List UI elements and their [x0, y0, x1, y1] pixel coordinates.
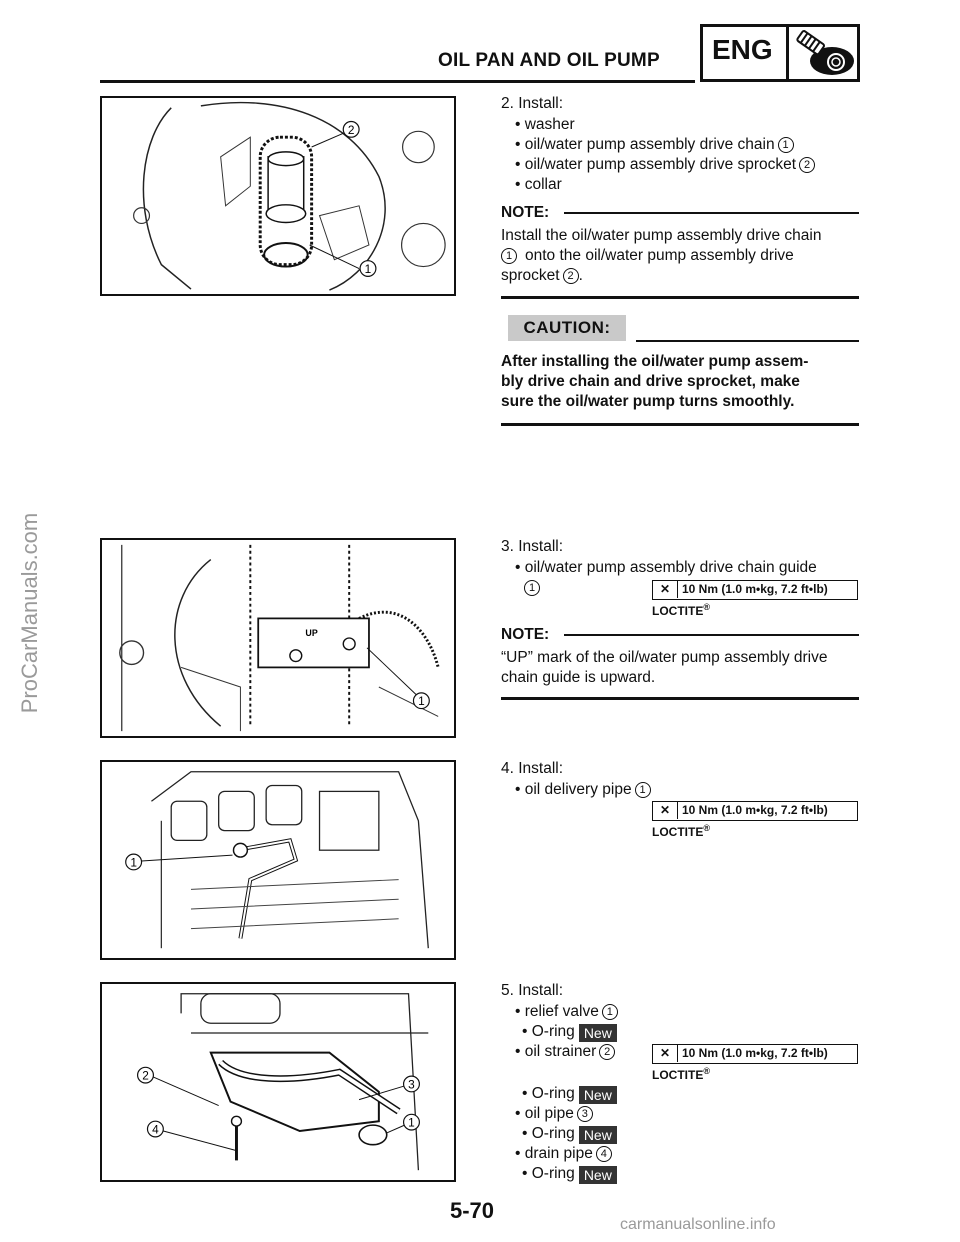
step4-heading: 4. Install:: [501, 760, 564, 777]
caution-rule: [636, 340, 859, 342]
fig3-callout-1: 1: [130, 855, 137, 870]
fig2-callout-1: 1: [418, 694, 425, 709]
ref-circle-2: 2: [799, 157, 815, 173]
fig4-callout-4: 4: [152, 1122, 159, 1137]
step2-note-end-rule: [501, 296, 859, 299]
step5-loctite: LOCTITE®: [652, 1066, 710, 1082]
step3-note-line2: chain guide is upward.: [501, 669, 656, 686]
step3-note-label: NOTE:: [501, 626, 550, 643]
step2-item-drive-sprocket: • oil/water pump assembly drive sprocket 2: [515, 155, 815, 175]
new-part-badge: New: [579, 1126, 617, 1144]
section-badge-label: ENG: [712, 34, 773, 65]
step4-loctite: LOCTITE®: [652, 823, 710, 839]
fig1-callout-2: 2: [347, 122, 355, 137]
new-part-badge: New: [579, 1024, 617, 1042]
engine-oil-bottle-icon: [792, 28, 856, 78]
section-badge-divider: [786, 24, 789, 82]
caution-line3: sure the oil/water pump turns smoothly.: [501, 393, 795, 410]
torque-wrench-icon: ✕: [653, 581, 678, 598]
step2-note-line2: 1 onto the oil/water pump assembly drive: [501, 246, 794, 266]
figure-oil-delivery-pipe: [100, 760, 456, 960]
step4-item-oil-delivery-pipe: • oil delivery pipe 1: [515, 780, 651, 800]
side-watermark: ProCarManuals.com: [17, 512, 42, 714]
figure-drive-chain-guide: [100, 538, 456, 738]
step5-heading: 5. Install:: [501, 982, 564, 999]
caution-line2: bly drive chain and drive sprocket, make: [501, 373, 800, 390]
step5-item-oil-pipe: • oil pipe 3: [515, 1104, 593, 1124]
caution-badge: CAUTION:: [508, 315, 626, 341]
svg-text:UP: UP: [305, 628, 318, 639]
fig4-callout-2: 2: [142, 1068, 149, 1083]
step3-loctite: LOCTITE®: [652, 602, 710, 618]
figure-drive-chain-sprocket: [100, 96, 456, 296]
step5-item-drain-pipe: • drain pipe 4: [515, 1144, 612, 1164]
step3-item-ref: 1: [524, 578, 540, 598]
step3-note-rule: [564, 634, 859, 636]
header-rule: [100, 80, 695, 83]
fig4-callout-1: 1: [408, 1115, 415, 1130]
step5-torque-spec: ✕ 10 Nm (1.0 m•kg, 7.2 ft•lb): [652, 1044, 858, 1064]
step2-item-collar: • collar: [515, 176, 562, 193]
step5-item-o-ring-4: • O-ring New: [522, 1164, 617, 1184]
step5-item-oil-strainer: • oil strainer 2: [515, 1042, 615, 1062]
footer-watermark: carmanualsonline.info: [620, 1216, 776, 1233]
page-header-title: OIL PAN AND OIL PUMP: [438, 50, 660, 71]
step5-item-o-ring-3: • O-ring New: [522, 1124, 617, 1144]
step5-item-o-ring-2: • O-ring New: [522, 1084, 617, 1104]
step2-note-label: NOTE:: [501, 204, 550, 221]
step3-note-end-rule: [501, 697, 859, 700]
torque-wrench-icon: ✕: [653, 1045, 678, 1062]
torque-wrench-icon: ✕: [653, 802, 678, 819]
ref-circle-1: 1: [778, 137, 794, 153]
figure-oil-strainer-pipes: [100, 982, 456, 1182]
step4-torque-spec: ✕ 10 Nm (1.0 m•kg, 7.2 ft•lb): [652, 801, 858, 821]
caution-end-rule: [501, 423, 859, 426]
caution-line1: After installing the oil/water pump assem-: [501, 353, 809, 370]
step5-item-o-ring-1: • O-ring New: [522, 1022, 617, 1042]
page-number: 5-70: [450, 1198, 495, 1223]
step3-heading: 3. Install:: [501, 538, 564, 555]
fig4-callout-3: 3: [408, 1077, 415, 1092]
fig1-callout-1: 1: [364, 261, 372, 276]
step2-note-line1: Install the oil/water pump assembly drive chain: [501, 227, 822, 244]
step2-item-washer: • washer: [515, 116, 575, 133]
step3-note-line1: “UP” mark of the oil/water pump assembly drive: [501, 649, 828, 666]
step3-item-chain-guide: • oil/water pump assembly drive chain guide: [515, 559, 817, 576]
step2-note-rule: [564, 212, 859, 214]
step2-heading: 2. Install:: [501, 95, 564, 112]
step3-torque-spec: ✕ 10 Nm (1.0 m•kg, 7.2 ft•lb): [652, 580, 858, 600]
step5-item-relief-valve: • relief valve 1: [515, 1002, 618, 1022]
step2-note-line3: sprocket 2 .: [501, 267, 583, 284]
new-part-badge: New: [579, 1166, 617, 1184]
new-part-badge: New: [579, 1086, 617, 1104]
step2-item-drive-chain: • oil/water pump assembly drive chain 1: [515, 135, 794, 155]
